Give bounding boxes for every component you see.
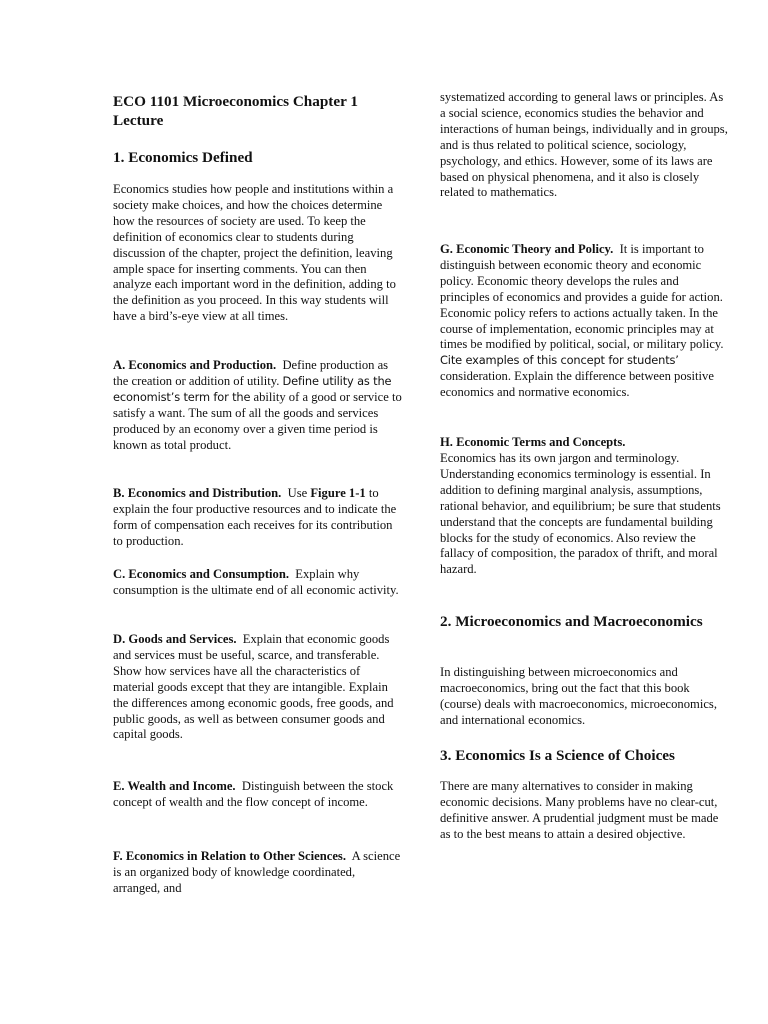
figure-reference: Figure 1-1 — [310, 486, 366, 500]
section-c-paragraph — [113, 567, 403, 599]
section-g-body-2: Cite examples of this concept for students’ — [440, 353, 679, 368]
section-h-heading: H. Economic Terms and Concepts. — [440, 435, 626, 449]
section-f-continuation: systematized according to general laws or principles. As a social science, economics studies the behavior and interactions of human beings, individually and in groups, and is thus related to political science, sociology, psychology, and ethics. However, some of its laws are based on physical phenomena, and it also is closely related to mathematics. — [440, 90, 728, 200]
section-a-paragraph — [113, 358, 403, 453]
section-c-heading: C. Economics and Consumption. — [113, 567, 289, 581]
section-3-heading: 3. Economics Is a Science of Choices — [440, 747, 675, 764]
section-1-body: Economics studies how people and institutions within a society make choices, and how the choices determine how the resources of society are used. To keep the definition of economics clear to students during discussion of the chapter, project the definition, leaving ample space for inserting comments. You can then analyze each important word in the definition, adding to the definition as you proceed. In this way students will have a bird’s-eye view at all times. — [113, 182, 396, 324]
section-e-paragraph — [113, 779, 403, 811]
section-h-body: Economics has its own jargon and terminology. Understanding economics terminology is essential. In addition to defining marginal analysis, assumptions, rational behavior, and equilibrium; be sure that students understand that the concepts are fundamental building blocks for the study of economics. Also review the fallacy of composition, the paradox of thrift, and moral hazard. — [440, 451, 721, 577]
section-e-body: Distinguish between the stock concept of wealth and the flow concept of income. — [113, 779, 394, 809]
section-g-body-1: It is important to distinguish between economic theory and economic policy. Economic theory develops the rules and principles of economics and provides a guide for action. Economic policy refers to actions actually taken. In the course of implementation, economic principles may at times be modified by political, social, or military policy. — [440, 242, 724, 352]
section-e-heading: E. Wealth and Income. — [113, 779, 236, 793]
section-b-body-pre: Use — [287, 486, 308, 500]
section-c-body: Explain why consumption is the ultimate end of all economic activity. — [113, 567, 399, 597]
section-1-heading: 1. Economics Defined — [113, 149, 253, 166]
section-2-body: In distinguishing between microeconomics and macroeconomics, bring out the fact that this book (course) deals with macroeconomics, microeconomics, and international economics. — [440, 665, 717, 727]
section-f-heading: F. Economics in Relation to Other Sciences. — [113, 849, 346, 863]
section-2-heading: 2. Microeconomics and Macroeconomics — [440, 613, 703, 630]
section-g-paragraph — [440, 242, 730, 401]
section-f-body: A science is an organized body of knowledge coordinated, arranged, and — [113, 849, 401, 895]
document-title: ECO 1101 Microeconomics Chapter 1 Lecture — [113, 93, 358, 129]
section-d-paragraph — [113, 632, 403, 743]
section-f-paragraph — [113, 849, 403, 897]
section-a-body-1: Define production as the creation or addition of utility. — [113, 358, 389, 388]
section-b-body-post: to explain the four productive resources and to indicate the form of compensation each receives for its contribution to production. — [113, 486, 397, 548]
section-3-body: There are many alternatives to consider in making economic decisions. Many problems have no clear-cut, definitive answer. A prudential judgment must be made as to the best means to attain a desired objective. — [440, 779, 719, 841]
section-g-body-3: consideration. Explain the difference between positive economics and normative economics. — [440, 369, 714, 400]
section-a-body-2: Define utility as the economist’s term for the — [113, 373, 392, 404]
section-b-heading: B. Economics and Distribution. — [113, 486, 282, 500]
section-d-heading: D. Goods and Services. — [113, 632, 237, 646]
section-a-body-3: ability of a good or service to satisfy a want. The sum of all the goods and services produced by an economy over a given time period is known as total product. — [113, 389, 402, 452]
section-g-heading: G. Economic Theory and Policy. — [440, 242, 614, 256]
section-d-body: Explain that economic goods and services must be useful, scarce, and transferable. Show how services have all the characteristics of material goods except that they are intangible. Explain the differences among economic goods, free goods, and public goods, as well as between consumer goods and capital goods. — [113, 632, 394, 742]
section-b-paragraph — [113, 486, 403, 550]
section-a-heading: A. Economics and Production. — [113, 358, 277, 372]
